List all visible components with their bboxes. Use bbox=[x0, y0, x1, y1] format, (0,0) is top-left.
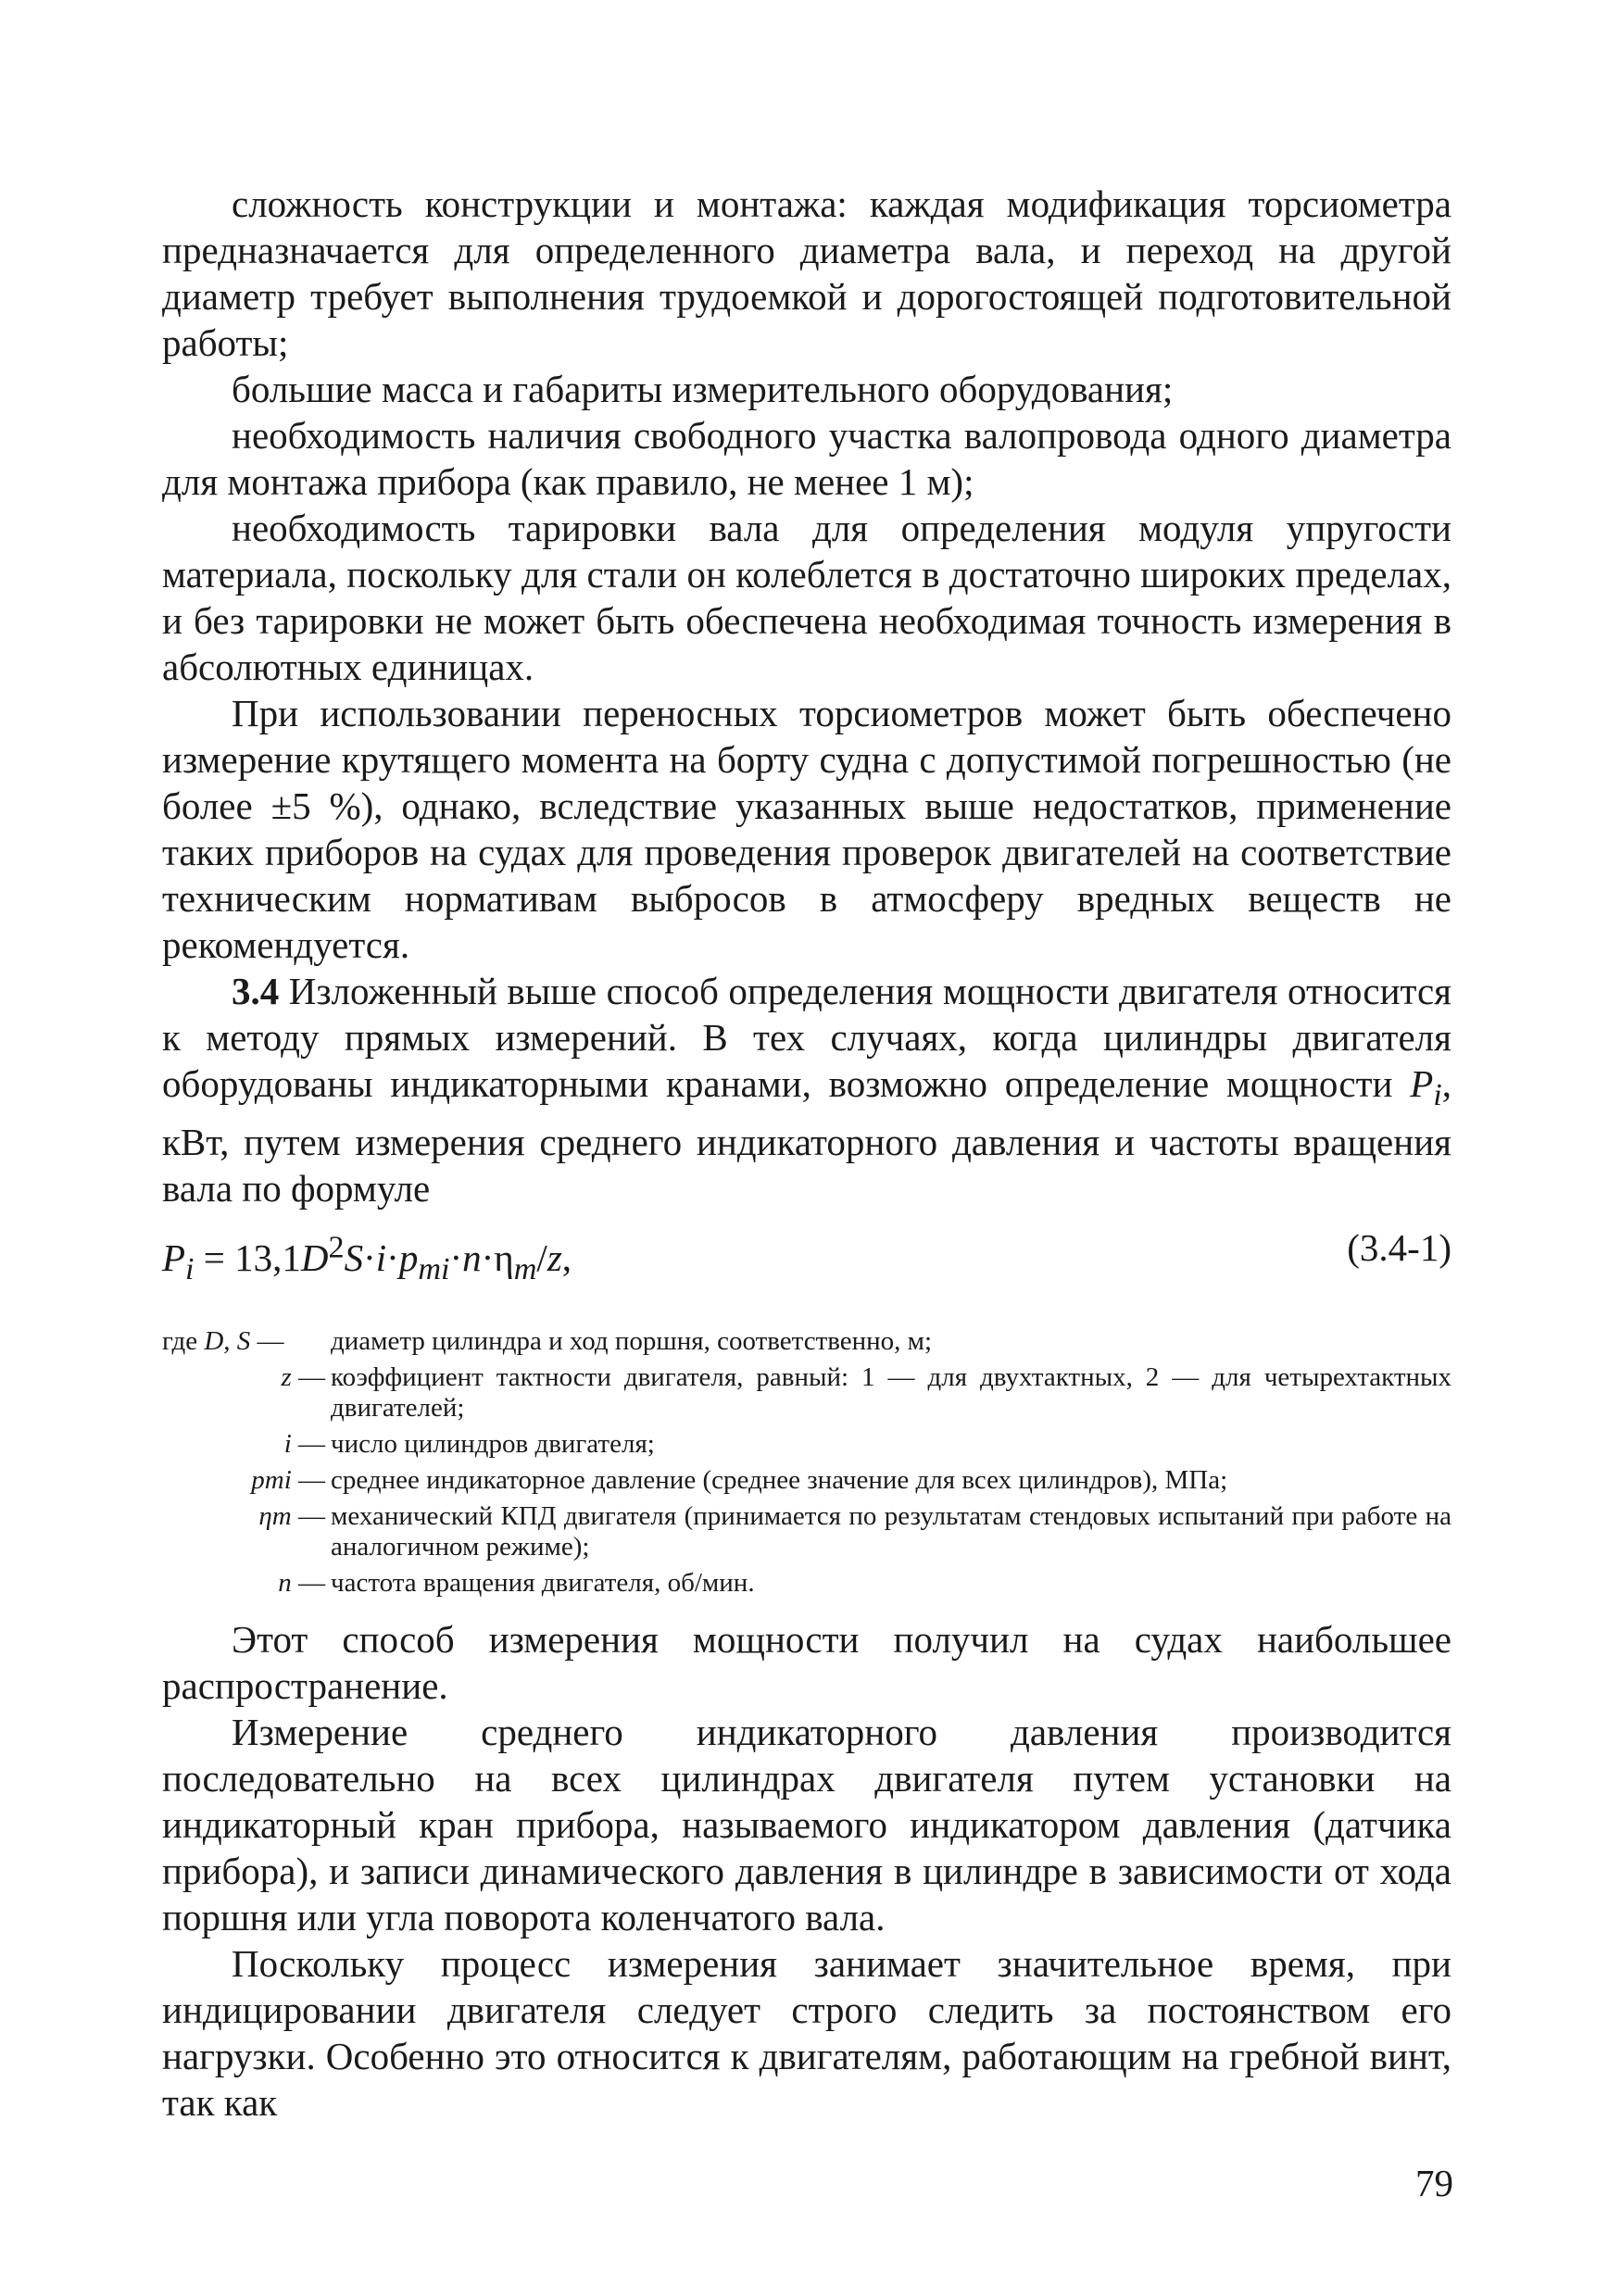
formula-legend bbox=[162, 1326, 1451, 1604]
body-text-bottom bbox=[162, 1616, 1451, 2126]
power-symbol: $P_i$ bbox=[1410, 1062, 1442, 1113]
paragraph: Этот способ измерения мощности получил на судах наибольшее распространение. bbox=[162, 1618, 1451, 1707]
legend-item: ηm — механический КПД двигателя (принимается по результатам стендовых испытаний при работе на аналогичном режиме); bbox=[258, 1501, 1451, 1562]
legend-symbol: pmi bbox=[251, 1465, 292, 1495]
paragraph: необходимость тарировки вала для определения модуля упругости материала, поскольку для стали он колеблется в достаточно широких пределах, и без тарировки не может быть обеспечена необходимая точность измерения в абсолютных единицах. bbox=[162, 507, 1451, 688]
legend-item: где D, S — диаметр цилиндра и ход поршня, соответственно, м; bbox=[162, 1326, 933, 1356]
legend-text: частота вращения двигателя, об/мин. bbox=[331, 1568, 755, 1598]
paragraph: сложность конструкции и монтажа: каждая модификация торсиометра предназначается для определенного диаметра вала, и переход на другой диаметр требует выполнения трудоемкой и дорогостоящей подготовительной работы; bbox=[162, 182, 1451, 364]
section-number: 3.4 bbox=[232, 970, 280, 1012]
section-text-continued: , кВт, путем измерения среднего индикаторного давления и частоты вращения вала по формуле bbox=[162, 1062, 1452, 1211]
page-number: 79 bbox=[1415, 2162, 1453, 2204]
paragraph: При использовании переносных торсиометров может быть обеспечено измерение крутящего момента на борту судна с допустимой погрешностью (не более ±5 %), однако, вследствие указанных выше недостатков, применение таких приборов на судах для проведения проверок двигателей на соответствие техническим нормативам выбросов в атмосферу вредных веществ не рекомендуется. bbox=[162, 692, 1451, 966]
paragraph: необходимость наличия свободного участка валопровода одного диаметра для монтажа прибора (как правило, не менее 1 м); bbox=[162, 414, 1451, 503]
legend-item: n — частота вращения двигателя, об/мин. bbox=[278, 1568, 755, 1598]
paragraph: Измерение среднего индикаторного давления производится последовательно на всех цилиндрах двигателя путем установки на индикаторный кран прибора, называемого индикатором давления (датчика прибора), и записи динамического давления в цилиндре в зависимости от хода поршня или угла поворота коленчатого вала. bbox=[162, 1711, 1451, 1938]
legend-gde: где bbox=[162, 1326, 198, 1356]
paragraph: Поскольку процесс измерения занимает значительное время, при индицировании двигателя следует строго следить за постоянством его нагрузки. Особенно это относится к двигателям, работающим на гребной винт, так как bbox=[162, 1942, 1451, 2124]
legend-text: среднее индикаторное давление (среднее значение для всех цилиндров), МПа; bbox=[331, 1465, 1228, 1495]
legend-symbol: D, S bbox=[204, 1326, 251, 1356]
legend-symbol: n bbox=[278, 1568, 292, 1598]
legend-item: i — число цилиндров двигателя; bbox=[283, 1429, 655, 1459]
legend-text: число цилиндров двигателя; bbox=[331, 1429, 655, 1459]
paragraph: большие масса и габариты измерительного оборудования; bbox=[232, 368, 1174, 410]
legend-symbol: i bbox=[283, 1429, 292, 1459]
legend-text: диаметр цилиндра и ход поршня, соответственно, м; bbox=[331, 1326, 933, 1356]
legend-symbol: ηm bbox=[258, 1501, 292, 1531]
formula-number: (3.4-1) bbox=[1347, 1226, 1451, 1269]
legend-item: z — коэффициент тактности двигателя, равный: 1 — для двухтактных, 2 — для четырехтактных двигателей; bbox=[281, 1362, 1451, 1423]
formula bbox=[162, 1224, 1451, 1286]
legend-text: коэффициент тактности двигателя, равный: 1 — для двухтактных, 2 — для четырехтактных двигателей; bbox=[331, 1362, 1451, 1423]
formula-expression: $P_i = 13,1D^2S\cdot i\cdot p_{mi}\cdot n\cdot\eta_m/z$, bbox=[162, 1230, 572, 1286]
body-text-top bbox=[162, 181, 1451, 1211]
legend-symbol: z bbox=[281, 1362, 292, 1392]
legend-text: механический КПД двигателя (принимается по результатам стендовых испытаний при работе на аналогичном режиме); bbox=[331, 1501, 1451, 1562]
section-paragraph bbox=[162, 968, 1451, 1211]
section-text: Изложенный выше способ определения мощности двигателя относится к методу прямых измерений. В тех случаях, когда цилиндры двигателя оборудованы индикаторными кранами, возможно определение мощности bbox=[162, 970, 1451, 1105]
legend-item: pmi — среднее индикаторное давление (среднее значение для всех цилиндров), МПа; bbox=[251, 1465, 1228, 1495]
